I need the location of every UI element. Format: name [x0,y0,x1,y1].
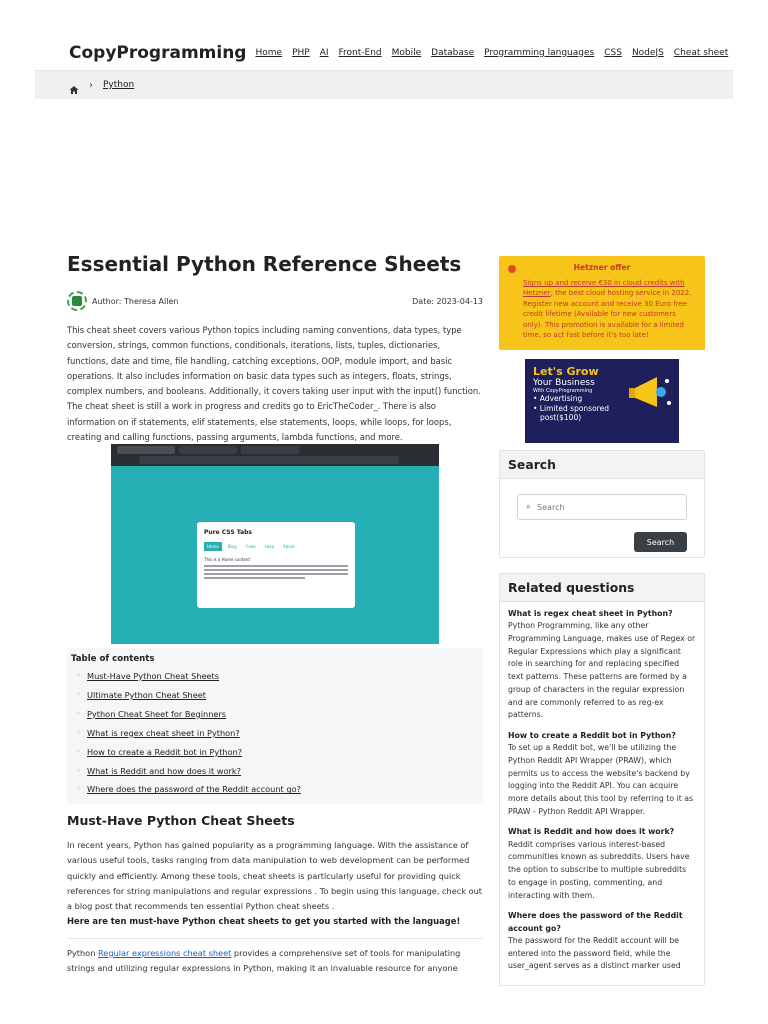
main-nav [255,48,728,58]
advertise-banner[interactable] [525,359,679,443]
search-placeholder: Search [537,502,565,512]
toc-item [71,780,479,799]
ad-subline: Your Business [533,378,595,388]
browser-chrome [111,444,439,466]
toc-link[interactable]: How to create a Reddit bot in Python? [87,746,243,757]
regex-cheat-sheet-link[interactable]: Regular expressions cheat sheet [97,948,232,958]
regex-paragraph [67,946,483,977]
publish-date: Date: 2023-04-13 [412,296,483,306]
nav-mobile[interactable]: Mobile [391,47,422,58]
screenshot-tab: About [283,544,295,549]
top-navbar [35,35,733,71]
megaphone-icon [627,373,673,413]
toc-link[interactable]: Python Cheat Sheet for Beginners [87,708,227,719]
page-title: Essential Python Reference Sheets [67,252,462,276]
ad-with: With CopyProgramming [533,388,593,394]
divider [67,938,483,939]
offer-title: Hetzner offer [573,263,631,272]
nav-programming-languages[interactable]: Programming languages [484,47,595,58]
hetzner-offer-box [499,256,705,350]
offer-text [523,278,697,340]
toc-link[interactable]: Where does the password of the Reddit account go? [87,784,301,795]
toc-item [71,724,479,743]
section-heading: Must-Have Python Cheat Sheets [67,813,295,828]
toc-item [71,743,479,762]
search-input[interactable] [517,494,687,520]
related-answer: Reddit comprises various interest-based communities known as subreddits. Users have the option to subscribe to multiple subreddits to engage in posting, commenting, and interacting with them. [508,839,690,900]
article-screenshot [111,444,439,644]
ad-bullet: • Advertising [533,394,583,403]
offer-link[interactable]: Signs up and receive €30 in cloud credits with Hetzner [523,279,685,298]
nav-front-end[interactable]: Front-End [338,47,382,58]
search-heading: Search [500,451,704,479]
related-answer: To set up a Reddit bot, we'll be utilizing the Python Reddit API Wrapper (PRAW), which permits us to access the website's backend by logging into the Reddit API. You can acquire more details about this tool by referring to it as PRAW - Python Reddit API Wrapper. [508,743,694,816]
table-of-contents [67,648,483,804]
screenshot-tab: Blog [227,544,237,549]
home-icon[interactable] [69,80,79,90]
search-icon: ⌕ [526,502,532,512]
toc-link[interactable]: Ultimate Python Cheat Sheet [87,689,207,700]
related-question[interactable]: Where does the password of the Reddit account go? [508,911,683,933]
toc-item [71,762,479,781]
site-logo[interactable]: CopyProgramming [69,42,247,63]
screenshot-tab: Code [245,544,256,549]
toc-item [71,705,479,724]
nav-php[interactable]: PHP [292,47,310,58]
regex-paragraph-rest: provides a comprehensive set of tools for manipulating strings and utilizing regular expressions in Python, making it an invaluable resource for anyone [67,948,461,974]
section-paragraph: In recent years, Python has gained popularity as a programming language. With the assistance of various useful tools, tasks ranging from data manipulation to web development can be performed quickly and efficiently. Among these tools, cheat sheets is particularly useful for providing quick references for string manipulations and regular expressions . To begin using this language, check out a blog post that recommends ten essential Python cheat sheets . [67,840,483,912]
screenshot-tabs-card [197,522,355,608]
toc-link[interactable]: Must-Have Python Cheat Sheets [87,671,220,681]
nav-css[interactable]: CSS [604,47,622,58]
related-question[interactable]: What is Reddit and how does it work? [508,827,675,837]
offer-description: , the best cloud hosting service in 2022. Register new account and receive 30 Euro free credit lifetime (Available for new customers only). This promotion is available for a limited time, so act fast before it's too late! [523,289,692,340]
related-heading: Related questions [500,574,704,602]
author-avatar [67,291,87,311]
nav-nodejs[interactable]: NodeJS [631,47,664,58]
screenshot-tab: Home [204,542,222,551]
intro-paragraph: This cheat sheet covers various Python topics including naming conventions, data types, type conversion, strings, common functions, conditionals, iterations, lists, tuples, dictionaries, functions, date and time, file handling, catching exceptions, OOP, module import, and basic operations. It also includes information on basic data types such as integers, floats, strings, complex numbers, and booleans. Additionally, it covers taking user input with the input() function. The cheat sheet is still a work in progress and credits go to EricTheCoder_. There is also information on if statements, elif statements, else statements, loops, while loops, for loops, creating and calling functions, passing arguments, lambda functions, and more. [67,325,481,443]
related-question[interactable]: How to create a Reddit bot in Python? [508,730,676,740]
nav-database[interactable]: Database [431,47,475,58]
breadcrumb-separator: › [89,79,93,91]
author-name: Author: Theresa Allen [92,296,179,306]
screenshot-tab: Help [264,544,275,549]
search-button[interactable]: Search [634,532,687,552]
related-answer: The password for the Reddit account will be entered into the password field, while the user_agent serves as a distinct marker used [508,935,681,971]
nav-cheat-sheet[interactable]: Cheat sheet [673,47,729,58]
ad-bullet: post($100) [540,413,582,422]
nav-ai[interactable]: AI [319,47,329,58]
related-questions [499,573,705,986]
breadcrumb [35,71,733,99]
ad-headline: Let's Grow [533,365,599,378]
toc-title: Table of contents [71,654,155,664]
regex-paragraph-prefix: Python [67,948,98,958]
toc-item [71,667,479,686]
screenshot-card-title: Pure CSS Tabs [204,529,252,536]
related-answer: Python Programming, like any other Programming Language, makes use of Regex or Regular Expressions which play a significant role in searching for and replacing specified text patterns. These patterns are formed by a group of characters in the regular expression and are commonly referred to as reg-ex patterns. [508,621,696,720]
related-question[interactable]: What is regex cheat sheet in Python? [508,609,673,618]
ad-bullet: • Limited sponsored [533,403,609,413]
alert-icon [508,265,516,273]
article-meta [67,290,483,312]
toc-item [71,686,479,705]
breadcrumb-python[interactable]: Python [103,80,135,90]
toc-link[interactable]: What is Reddit and how does it work? [87,765,241,776]
toc-link[interactable]: What is regex cheat sheet in Python? [87,727,240,738]
bold-callout: Here are ten must-have Python cheat sheets to get you started with the language! [67,916,461,926]
screenshot-content-heading: This is a Home content [204,557,251,562]
search-widget [499,450,705,558]
nav-home[interactable]: Home [255,47,283,58]
